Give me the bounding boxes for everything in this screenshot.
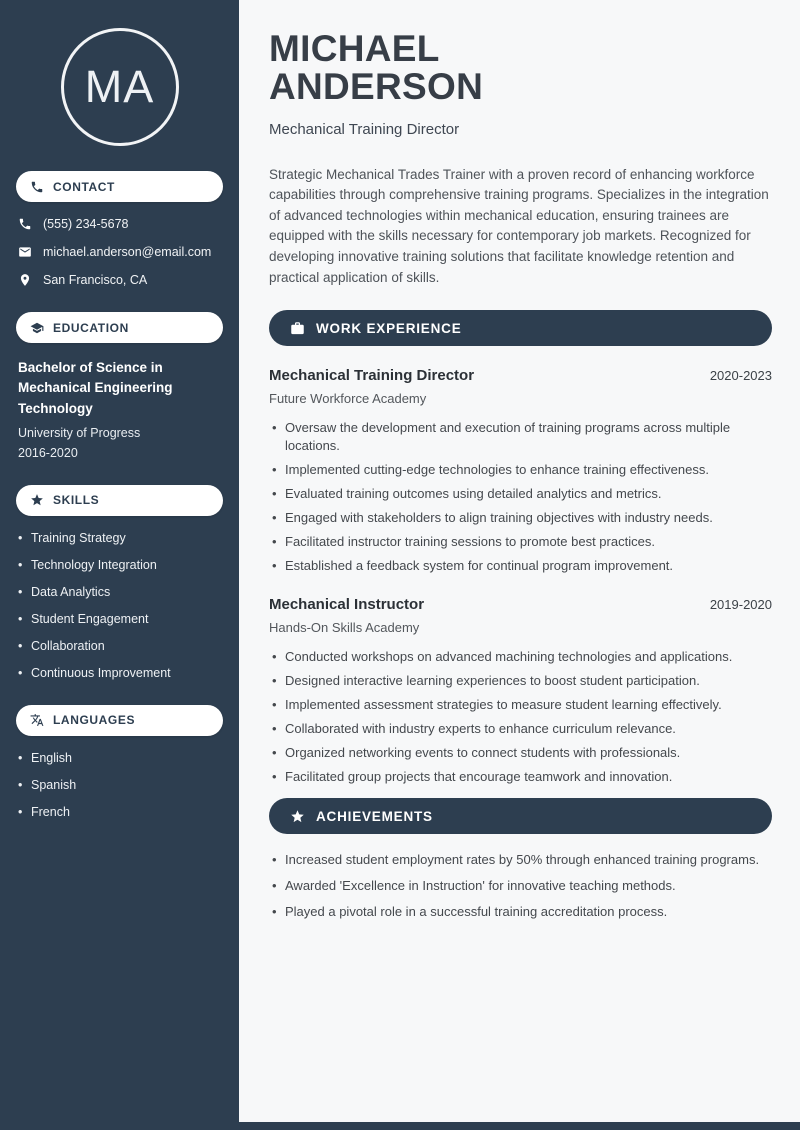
work-experience-banner — [269, 310, 772, 346]
job-company: Future Workforce Academy — [269, 391, 427, 407]
avatar-initials: MA — [84, 61, 155, 112]
job-title: Mechanical Training Director — [269, 367, 475, 385]
job-dates: 2020-2023 — [709, 368, 772, 384]
language-item: • Spanish — [18, 778, 221, 792]
phone-icon — [30, 180, 44, 194]
job-dates: 2019-2020 — [709, 597, 772, 613]
skills-section-header — [16, 485, 223, 516]
languages-section-header — [16, 705, 223, 736]
education-section-title: EDUCATION — [53, 320, 129, 335]
job-bullet: • Engaged with stakeholders to align training objectives with industry needs. — [269, 509, 772, 527]
graduation-cap-icon — [30, 321, 44, 335]
candidate-name-line2: ANDERSON — [269, 66, 484, 108]
education-section — [0, 312, 239, 460]
job-bullet: • Established a feedback system for continual program improvement. — [269, 557, 772, 575]
skill-item: • Continuous Improvement — [18, 666, 221, 680]
language-item: • English — [18, 751, 221, 765]
location-pin-icon — [18, 273, 32, 287]
education-school: University of Progress — [18, 425, 141, 440]
skills-list — [0, 531, 239, 680]
job-bullet: • Evaluated training outcomes using detailed analytics and metrics. — [269, 485, 772, 503]
languages-list — [0, 751, 239, 819]
avatar — [61, 28, 179, 146]
skill-item: • Technology Integration — [18, 558, 221, 572]
contact-section — [0, 171, 239, 287]
job-entry — [269, 367, 772, 575]
job-header — [269, 367, 772, 384]
job-bullet: • Facilitated instructor training sessions to promote best practices. — [269, 533, 772, 551]
briefcase-icon — [290, 321, 305, 336]
job-bullet: • Implemented assessment strategies to measure student learning effectively. — [269, 696, 772, 714]
achievements-banner — [269, 798, 772, 834]
job-bullet: • Implemented cutting-edge technologies to enhance training effectiveness. — [269, 461, 772, 479]
achievement-item: • Increased student employment rates by 50% through enhanced training programs. — [269, 851, 772, 869]
education-years: 2016-2020 — [18, 445, 78, 460]
candidate-title: Mechanical Training Director — [269, 120, 460, 138]
star-icon — [30, 493, 44, 507]
contact-list — [0, 217, 239, 287]
work-experience-title: WORK EXPERIENCE — [316, 320, 462, 336]
achievement-item: • Played a pivotal role in a successful training accreditation process. — [269, 903, 772, 921]
skill-item: • Training Strategy — [18, 531, 221, 545]
languages-section-title: LANGUAGES — [53, 713, 136, 728]
achievements-title: ACHIEVEMENTS — [316, 808, 433, 824]
job-company: Hands-On Skills Academy — [269, 620, 420, 636]
education-degree: Bachelor of Science in Mechanical Engineering Technology — [18, 360, 173, 416]
job-bullet: • Conducted workshops on advanced machining technologies and applications. — [269, 648, 772, 666]
job-header — [269, 596, 772, 613]
job-bullet: • Designed interactive learning experiences to boost student participation. — [269, 672, 772, 690]
job-bullet: • Collaborated with industry experts to enhance curriculum relevance. — [269, 720, 772, 738]
education-section-header — [16, 312, 223, 343]
job-bullet: • Oversaw the development and execution of training programs across multiple locations. — [269, 419, 772, 455]
job-entry — [269, 596, 772, 786]
star-icon — [290, 809, 305, 824]
contact-phone: (555) 234-5678 — [43, 217, 129, 231]
contact-location: San Francisco, CA — [43, 273, 148, 287]
job-bullet: • Facilitated group projects that encourage teamwork and innovation. — [269, 768, 772, 786]
contact-email: michael.anderson@email.com — [43, 245, 212, 259]
languages-section — [0, 705, 239, 819]
candidate-name-line1: MICHAEL — [269, 28, 440, 69]
contact-phone-row — [18, 217, 221, 231]
page-bottom-edge — [0, 1122, 800, 1130]
job-bullet-list — [269, 648, 772, 786]
main-content — [239, 0, 800, 1130]
phone-icon — [18, 217, 32, 231]
job-bullet: • Organized networking events to connect students with professionals. — [269, 744, 772, 762]
sidebar — [0, 0, 239, 1130]
education-entry — [0, 358, 239, 460]
language-item: • French — [18, 805, 221, 819]
job-bullet-list — [269, 419, 772, 575]
skills-section-title: SKILLS — [53, 493, 100, 508]
contact-section-header — [16, 171, 223, 202]
skills-section — [0, 485, 239, 680]
achievements-list — [269, 851, 772, 921]
skill-item: • Collaboration — [18, 639, 221, 653]
achievement-item: • Awarded 'Excellence in Instruction' for innovative teaching methods. — [269, 877, 772, 895]
email-icon — [18, 245, 32, 259]
contact-location-row — [18, 273, 221, 287]
candidate-name — [269, 30, 772, 107]
summary-paragraph: Strategic Mechanical Trades Trainer with a proven record of enhancing workforce capabilities through comprehensive training programs. Specializes in the integration of advanced technologies within mechanical education, ensuring trainees are equipped with the skills necessary for contemporary job markets. Recognized for developing innovative training solutions that facilitate knowledge retention and practical application of skills. — [269, 166, 769, 285]
skill-item: • Data Analytics — [18, 585, 221, 599]
translate-icon — [30, 713, 44, 727]
contact-email-row — [18, 245, 221, 259]
contact-section-title: CONTACT — [53, 179, 115, 194]
job-title: Mechanical Instructor — [269, 596, 425, 614]
skill-item: • Student Engagement — [18, 612, 221, 626]
